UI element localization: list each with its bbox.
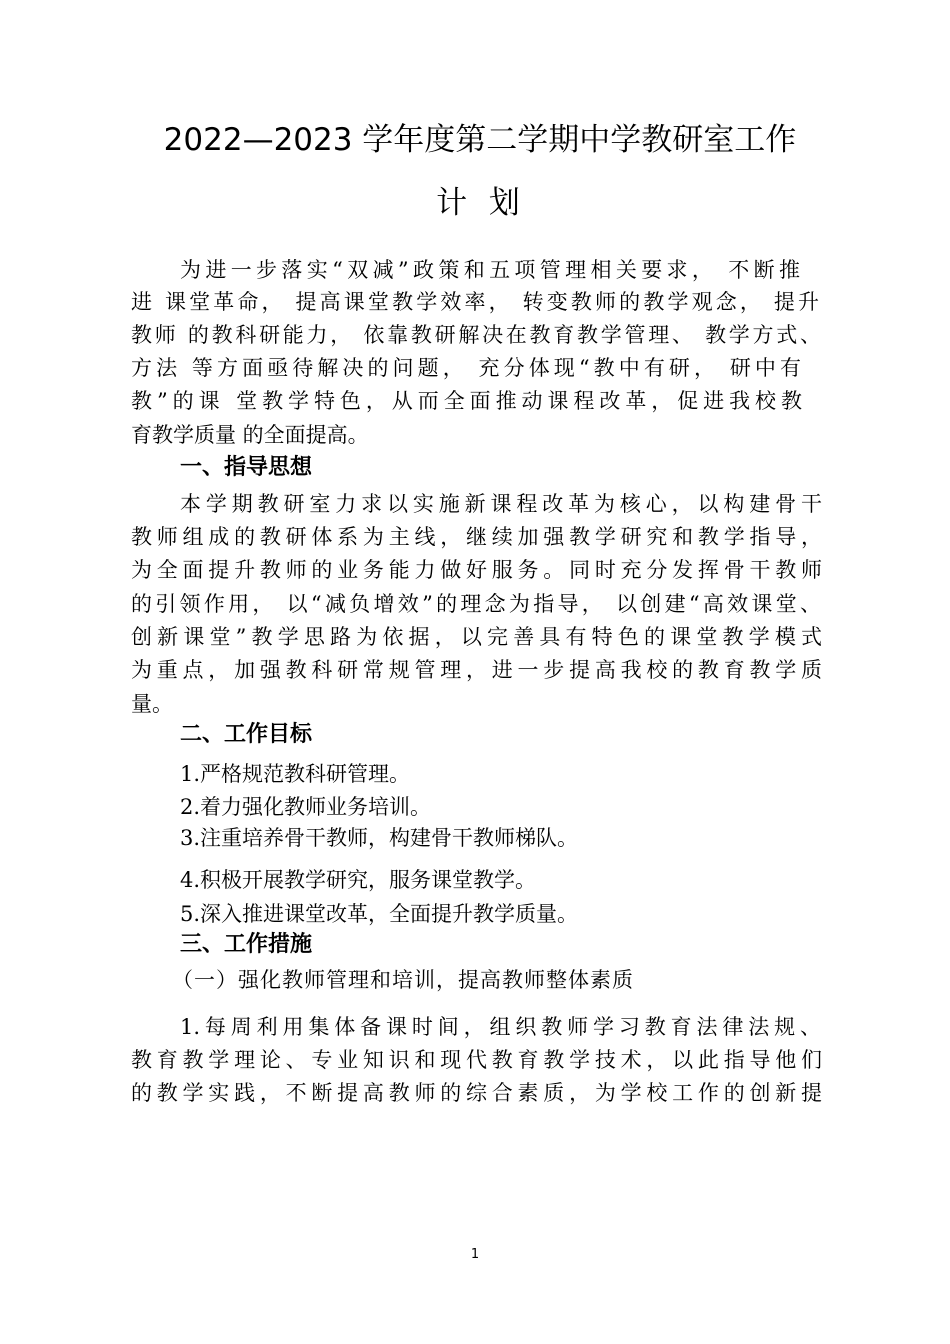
goal-item: 1.严格规范教科研管理。 [180, 762, 411, 786]
page-number: 1 [470, 1247, 480, 1262]
document-title: 2022—2023 学年度第二学期中学教研室工作 [163, 122, 797, 158]
goal-item: 4.积极开展教学研究，服务课堂教学。 [180, 868, 537, 892]
intro-line: 教”的课 堂教学特色，从而全面推动课程改革，促进我校教 [131, 389, 802, 413]
section-heading-work-goals: 二、工作目标 [180, 722, 313, 747]
paragraph-line: 的引领作用， 以“减负增效”的理念为指导， 以创建“高效课堂、 [131, 592, 821, 616]
paragraph-line: 的教学实践，不断提高教师的综合素质，为学校工作的创新提 [131, 1081, 822, 1105]
goal-item: 2.着力强化教师业务培训。 [180, 795, 432, 819]
paragraph-line: 1.每周利用集体备课时间，组织教师学习教育法律法规、 [180, 1015, 821, 1039]
intro-line: 方法 等方面亟待解决的问题， 充分体现“教中有研， 研中有 [131, 356, 801, 380]
intro-line: 教师 的教科研能力， 依靠教研解决在教育教学管理、 教学方式、 [131, 323, 821, 347]
paragraph-line: 为重点，加强教科研常规管理，进一步提高我校的教育教学质 [131, 658, 822, 682]
paragraph-line: 本学期教研室力求以实施新课程改革为核心，以构建骨干 [180, 492, 822, 516]
intro-line: 进 课堂革命， 提高课堂教学效率， 转变教师的教学观念， 提升 [131, 290, 819, 314]
section-heading-guiding-ideology: 一、指导思想 [180, 455, 313, 480]
goal-item: 3.注重培养骨干教师，构建骨干教师梯队。 [180, 826, 579, 850]
paragraph-line: 教师组成的教研体系为主线，继续加强教学研究和教学指导， [131, 525, 822, 549]
goal-item: 5.深入推进课堂改革，全面提升教学质量。 [180, 902, 579, 926]
intro-line: 为进一步落实“双减”政策和五项管理相关要求， 不断推 [180, 258, 800, 282]
document-title-continued: 计 划 [436, 185, 526, 221]
intro-line: 育教学质量 的全面提高。 [131, 423, 369, 447]
paragraph-line: 量。 [131, 692, 173, 716]
paragraph-line: 创新课堂”教学思路为依据，以完善具有特色的课堂教学模式 [131, 625, 822, 649]
paragraph-line: 为全面提升教师的业务能力做好服务。同时充分发挥骨干教师 [131, 558, 822, 582]
section-heading-work-measures: 三、工作措施 [180, 932, 313, 957]
subsection-heading: （一）强化教师管理和培训，提高教师整体素质 [172, 968, 634, 992]
paragraph-line: 教育教学理论、专业知识和现代教育教学技术，以此指导他们 [131, 1048, 822, 1072]
